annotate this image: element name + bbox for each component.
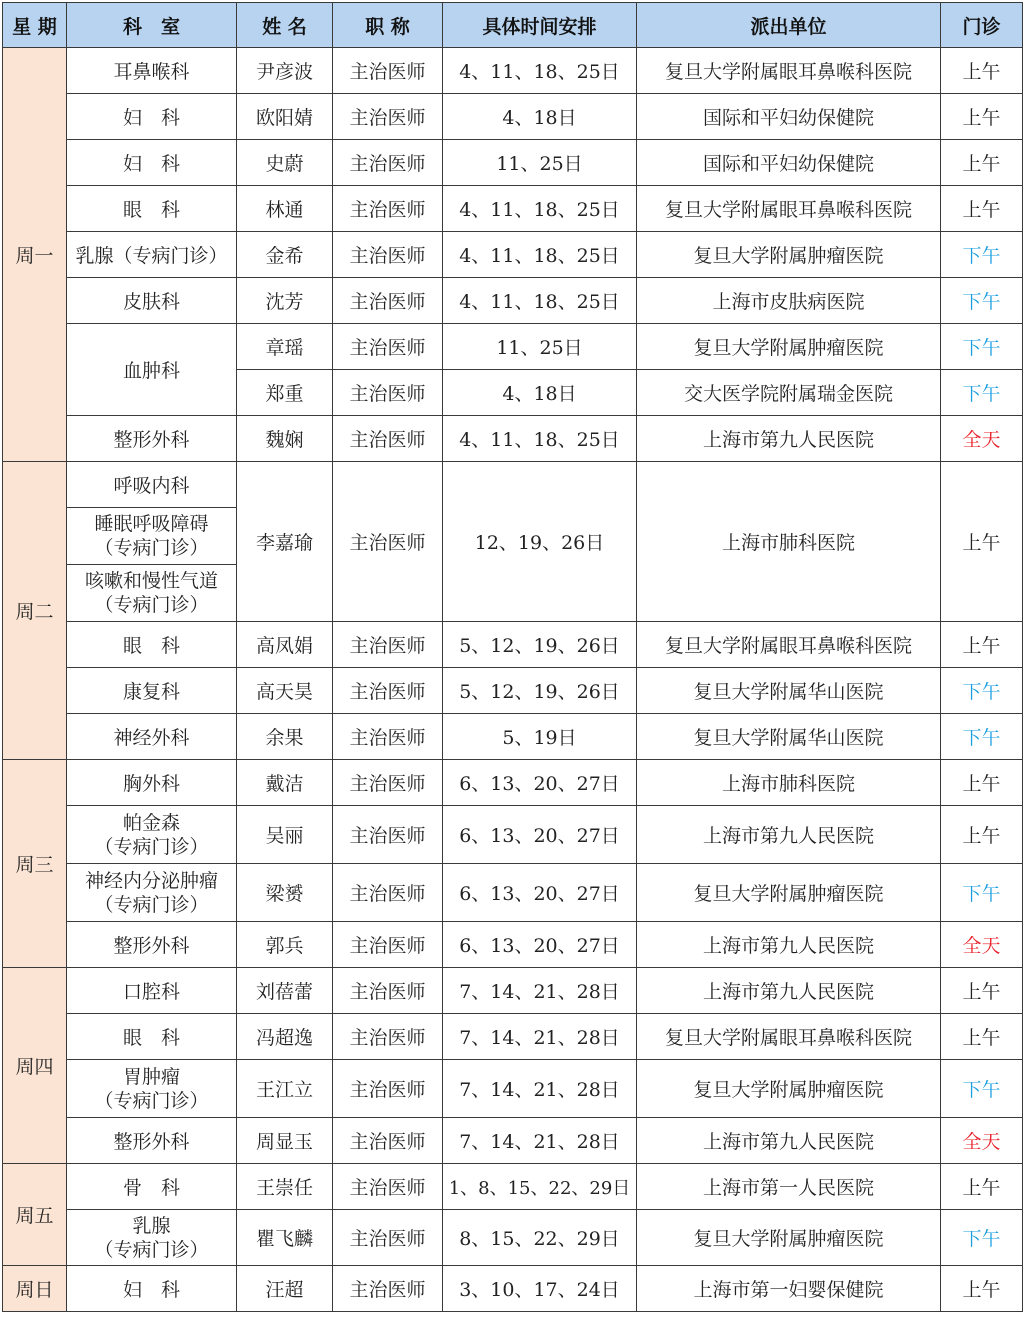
dates-cell: 4、11、18、25日 <box>443 186 637 232</box>
header-name: 姓 名 <box>237 3 333 48</box>
header-row <box>3 3 1023 48</box>
header-title: 职 称 <box>333 3 443 48</box>
title-cell: 主治医师 <box>333 622 443 668</box>
name-cell: 史蔚 <box>237 140 333 186</box>
unit-cell: 上海市第一妇婴保健院 <box>637 1266 941 1312</box>
dept-cell: 眼 科 <box>67 622 237 668</box>
dates-cell: 8、15、22、29日 <box>443 1210 637 1266</box>
clinic-cell: 上午 <box>941 806 1023 864</box>
dept-line-2: （专病门诊） <box>94 594 209 616</box>
name-cell: 梁赟 <box>237 864 333 922</box>
dates-cell: 6、13、20、27日 <box>443 922 637 968</box>
dept-cell: 整形外科 <box>67 416 237 462</box>
dates-cell: 4、11、18、25日 <box>443 232 637 278</box>
day-cell-thu: 周四 <box>3 968 67 1164</box>
header-clinic: 门诊 <box>941 3 1023 48</box>
clinic-cell: 上午 <box>941 1164 1023 1210</box>
table-row <box>3 324 1023 370</box>
dates-cell: 4、18日 <box>443 94 637 140</box>
table-row <box>3 48 1023 94</box>
dept-cell <box>67 508 237 565</box>
dept-cell: 整形外科 <box>67 1118 237 1164</box>
unit-cell: 上海市第九人民医院 <box>637 416 941 462</box>
dept-cell <box>67 565 237 622</box>
dept-cell: 胸外科 <box>67 760 237 806</box>
dept-cell: 耳鼻喉科 <box>67 48 237 94</box>
name-cell: 金希 <box>237 232 333 278</box>
dates-cell: 5、12、19、26日 <box>443 668 637 714</box>
dept-cell <box>67 864 237 922</box>
unit-cell: 复旦大学附属华山医院 <box>637 714 941 760</box>
title-cell: 主治医师 <box>333 1014 443 1060</box>
title-cell: 主治医师 <box>333 1266 443 1312</box>
clinic-cell: 上午 <box>941 94 1023 140</box>
title-cell: 主治医师 <box>333 760 443 806</box>
dept-cell: 眼 科 <box>67 186 237 232</box>
dept-line-2: （专病门诊） <box>94 835 209 858</box>
clinic-cell: 上午 <box>941 462 1023 622</box>
clinic-cell: 下午 <box>941 324 1023 370</box>
table-row <box>3 186 1023 232</box>
title-cell: 主治医师 <box>333 370 443 416</box>
dept-cell: 乳腺（专病门诊） <box>67 232 237 278</box>
schedule-table <box>2 2 1023 1312</box>
clinic-cell: 全天 <box>941 922 1023 968</box>
name-cell: 沈芳 <box>237 278 333 324</box>
dates-cell: 6、13、20、27日 <box>443 760 637 806</box>
title-cell: 主治医师 <box>333 864 443 922</box>
table-row <box>3 864 1023 922</box>
name-cell: 吴丽 <box>237 806 333 864</box>
dept-cell <box>67 1210 237 1266</box>
table-row <box>3 922 1023 968</box>
name-cell: 王崇任 <box>237 1164 333 1210</box>
clinic-cell: 下午 <box>941 668 1023 714</box>
dept-line-1: 神经内分泌肿瘤 <box>84 869 218 892</box>
dates-cell: 7、14、21、28日 <box>443 1014 637 1060</box>
table-row <box>3 1118 1023 1164</box>
title-cell: 主治医师 <box>333 806 443 864</box>
name-cell: 戴洁 <box>237 760 333 806</box>
unit-cell: 复旦大学附属肿瘤医院 <box>637 1060 941 1118</box>
table-row <box>3 140 1023 186</box>
unit-cell: 复旦大学附属眼耳鼻喉科医院 <box>637 186 941 232</box>
unit-cell: 上海市第九人民医院 <box>637 968 941 1014</box>
title-cell: 主治医师 <box>333 94 443 140</box>
dates-cell: 5、19日 <box>443 714 637 760</box>
dates-cell: 4、11、18、25日 <box>443 278 637 324</box>
table-row <box>3 806 1023 864</box>
header-dates: 具体时间安排 <box>443 3 637 48</box>
unit-cell: 交大医学院附属瑞金医院 <box>637 370 941 416</box>
name-cell: 高天昊 <box>237 668 333 714</box>
unit-cell: 复旦大学附属肿瘤医院 <box>637 324 941 370</box>
clinic-cell: 下午 <box>941 1210 1023 1266</box>
clinic-cell: 全天 <box>941 416 1023 462</box>
day-cell-sun: 周日 <box>3 1266 67 1312</box>
unit-cell: 上海市第九人民医院 <box>637 806 941 864</box>
clinic-cell: 上午 <box>941 48 1023 94</box>
dept-cell: 血肿科 <box>67 324 237 416</box>
dept-cell: 口腔科 <box>67 968 237 1014</box>
title-cell: 主治医师 <box>333 968 443 1014</box>
unit-cell: 国际和平妇幼保健院 <box>637 94 941 140</box>
name-cell: 尹彦波 <box>237 48 333 94</box>
title-cell: 主治医师 <box>333 1210 443 1266</box>
dept-cell: 康复科 <box>67 668 237 714</box>
clinic-cell: 下午 <box>941 864 1023 922</box>
title-cell: 主治医师 <box>333 140 443 186</box>
unit-cell: 上海市肺科医院 <box>637 760 941 806</box>
dates-cell: 5、12、19、26日 <box>443 622 637 668</box>
clinic-cell: 上午 <box>941 968 1023 1014</box>
unit-cell: 上海市肺科医院 <box>637 462 941 622</box>
clinic-cell: 下午 <box>941 714 1023 760</box>
dept-cell: 呼吸内科 <box>67 462 237 508</box>
table-row <box>3 1164 1023 1210</box>
title-cell: 主治医师 <box>333 48 443 94</box>
dept-cell: 整形外科 <box>67 922 237 968</box>
unit-cell: 复旦大学附属华山医院 <box>637 668 941 714</box>
title-cell: 主治医师 <box>333 1060 443 1118</box>
title-cell: 主治医师 <box>333 278 443 324</box>
dates-cell: 7、14、21、28日 <box>443 1118 637 1164</box>
clinic-cell: 下午 <box>941 232 1023 278</box>
clinic-cell: 上午 <box>941 1266 1023 1312</box>
clinic-cell: 上午 <box>941 140 1023 186</box>
name-cell: 周显玉 <box>237 1118 333 1164</box>
unit-cell: 上海市第九人民医院 <box>637 1118 941 1164</box>
clinic-cell: 下午 <box>941 1060 1023 1118</box>
dates-cell: 7、14、21、28日 <box>443 968 637 1014</box>
table-row <box>3 968 1023 1014</box>
dept-cell: 眼 科 <box>67 1014 237 1060</box>
unit-cell: 复旦大学附属肿瘤医院 <box>637 864 941 922</box>
title-cell: 主治医师 <box>333 186 443 232</box>
table-row <box>3 1210 1023 1266</box>
clinic-cell: 上午 <box>941 622 1023 668</box>
dates-cell: 6、13、20、27日 <box>443 864 637 922</box>
dates-cell: 7、14、21、28日 <box>443 1060 637 1118</box>
day-cell-mon: 周一 <box>3 48 67 462</box>
day-cell-tue: 周二 <box>3 462 67 760</box>
header-unit: 派出单位 <box>637 3 941 48</box>
dept-cell: 妇 科 <box>67 94 237 140</box>
dept-cell: 神经外科 <box>67 714 237 760</box>
unit-cell: 复旦大学附属肿瘤医院 <box>637 232 941 278</box>
name-cell: 李嘉瑜 <box>237 462 333 622</box>
dept-line-1: 胃肿瘤 <box>122 1065 180 1088</box>
day-cell-fri: 周五 <box>3 1164 67 1266</box>
title-cell: 主治医师 <box>333 232 443 278</box>
title-cell: 主治医师 <box>333 324 443 370</box>
clinic-cell: 全天 <box>941 1118 1023 1164</box>
table-row <box>3 416 1023 462</box>
name-cell: 瞿飞麟 <box>237 1210 333 1266</box>
dates-cell: 6、13、20、27日 <box>443 806 637 864</box>
table-row <box>3 760 1023 806</box>
dates-cell: 4、11、18、25日 <box>443 416 637 462</box>
dept-line-1: 帕金森 <box>122 811 180 834</box>
dept-cell: 骨 科 <box>67 1164 237 1210</box>
dept-cell <box>67 1060 237 1118</box>
header-dept: 科 室 <box>67 3 237 48</box>
dept-cell: 妇 科 <box>67 140 237 186</box>
unit-cell: 复旦大学附属眼耳鼻喉科医院 <box>637 48 941 94</box>
title-cell: 主治医师 <box>333 416 443 462</box>
clinic-cell: 上午 <box>941 186 1023 232</box>
dates-cell: 3、10、17、24日 <box>443 1266 637 1312</box>
name-cell: 刘蓓蕾 <box>237 968 333 1014</box>
title-cell: 主治医师 <box>333 1118 443 1164</box>
dept-cell: 妇 科 <box>67 1266 237 1312</box>
table-row <box>3 278 1023 324</box>
title-cell: 主治医师 <box>333 922 443 968</box>
clinic-cell: 下午 <box>941 370 1023 416</box>
unit-cell: 复旦大学附属眼耳鼻喉科医院 <box>637 1014 941 1060</box>
header-day: 星 期 <box>3 3 67 48</box>
name-cell: 魏娴 <box>237 416 333 462</box>
day-cell-wed: 周三 <box>3 760 67 968</box>
unit-cell: 国际和平妇幼保健院 <box>637 140 941 186</box>
name-cell: 欧阳婧 <box>237 94 333 140</box>
title-cell: 主治医师 <box>333 668 443 714</box>
name-cell: 郑重 <box>237 370 333 416</box>
table-row <box>3 232 1023 278</box>
title-cell: 主治医师 <box>333 1164 443 1210</box>
dept-line-1: 睡眠呼吸障碍 <box>94 513 209 535</box>
table-row <box>3 462 1023 508</box>
dates-cell: 4、18日 <box>443 370 637 416</box>
dates-cell: 4、11、18、25日 <box>443 48 637 94</box>
table-row <box>3 1014 1023 1060</box>
dept-line-2: （专病门诊） <box>94 893 209 916</box>
name-cell: 冯超逸 <box>237 1014 333 1060</box>
clinic-cell: 上午 <box>941 1014 1023 1060</box>
dept-line-2: （专病门诊） <box>94 537 209 559</box>
name-cell: 高凤娟 <box>237 622 333 668</box>
clinic-cell: 下午 <box>941 278 1023 324</box>
dates-cell: 1、8、15、22、29日 <box>443 1164 637 1210</box>
name-cell: 余果 <box>237 714 333 760</box>
clinic-cell: 上午 <box>941 760 1023 806</box>
table-row <box>3 668 1023 714</box>
dates-cell: 11、25日 <box>443 140 637 186</box>
table-row <box>3 1266 1023 1312</box>
dept-line-2: （专病门诊） <box>94 1089 209 1112</box>
unit-cell: 复旦大学附属眼耳鼻喉科医院 <box>637 622 941 668</box>
name-cell: 郭兵 <box>237 922 333 968</box>
table-row <box>3 1060 1023 1118</box>
dept-cell <box>67 806 237 864</box>
name-cell: 章瑶 <box>237 324 333 370</box>
dept-cell: 皮肤科 <box>67 278 237 324</box>
unit-cell: 上海市第一人民医院 <box>637 1164 941 1210</box>
table-row <box>3 622 1023 668</box>
dates-cell: 12、19、26日 <box>443 462 637 622</box>
name-cell: 汪超 <box>237 1266 333 1312</box>
table-row <box>3 714 1023 760</box>
title-cell: 主治医师 <box>333 462 443 622</box>
unit-cell: 复旦大学附属肿瘤医院 <box>637 1210 941 1266</box>
dept-line-2: （专病门诊） <box>94 1238 209 1261</box>
unit-cell: 上海市第九人民医院 <box>637 922 941 968</box>
unit-cell: 上海市皮肤病医院 <box>637 278 941 324</box>
dates-cell: 11、25日 <box>443 324 637 370</box>
name-cell: 林通 <box>237 186 333 232</box>
table-row <box>3 94 1023 140</box>
name-cell: 王江立 <box>237 1060 333 1118</box>
dept-line-1: 咳嗽和慢性气道 <box>84 570 218 592</box>
title-cell: 主治医师 <box>333 714 443 760</box>
dept-line-1: 乳腺 <box>132 1214 171 1237</box>
